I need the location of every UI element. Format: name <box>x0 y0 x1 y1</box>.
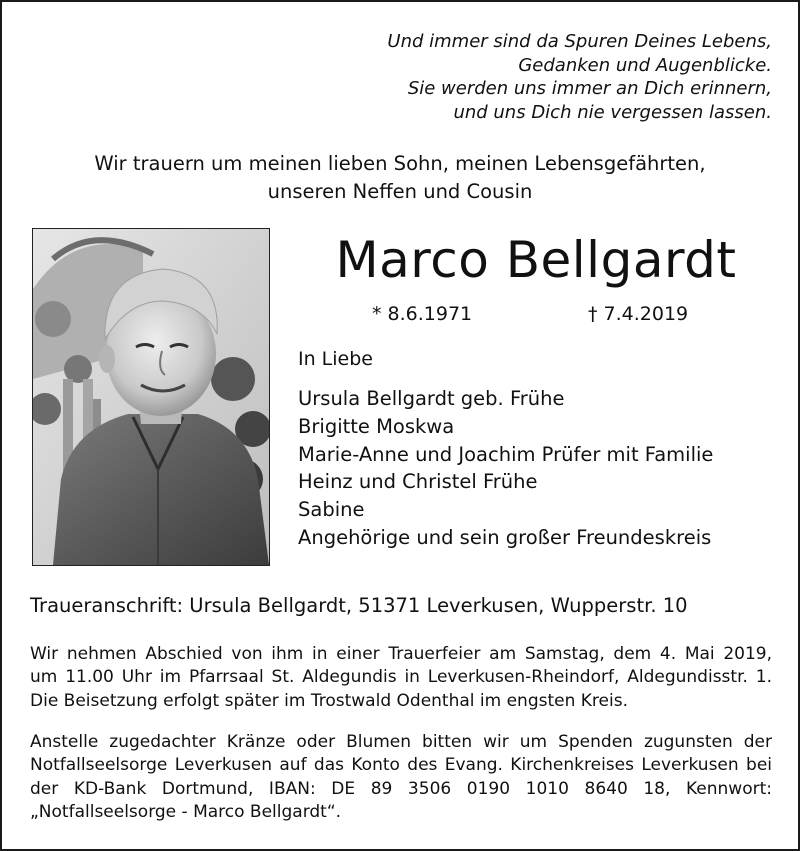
poem-line: Gedanken und Augenblicke. <box>518 54 772 76</box>
deceased-name: Marco Bellgardt <box>335 231 737 289</box>
ceremony-line: Wir nehmen Abschied von ihm in einer Trauerfeier am Samstag, dem 4. Mai 2019, <box>30 644 772 664</box>
donation-line: Notfallseelsorge Leverkusen auf das Konto des Evang. Kirchenkreises Leverkusen bei <box>30 755 772 776</box>
intro-line: Wir trauern um meinen lieben Sohn, meinen Lebensgefährten, <box>94 152 706 175</box>
poem-line: und uns Dich nie vergessen lassen. <box>453 101 772 123</box>
mourner-name: Heinz und Christel Frühe <box>298 470 538 494</box>
mourners-heading: In Liebe <box>298 348 373 370</box>
donation-line: der KD-Bank Dortmund, IBAN: DE 89 3506 0190 1010 8640 18, Kennwort: <box>30 778 772 799</box>
memorial-poem <box>172 30 772 124</box>
mourning-intro <box>60 150 740 206</box>
mourner-name: Ursula Bellgardt geb. Frühe <box>298 387 565 410</box>
portrait-photo <box>32 228 270 566</box>
mourner-name: Sabine <box>298 498 365 522</box>
ceremony-paragraph <box>30 643 772 713</box>
donation-paragraph <box>30 731 772 824</box>
mourner-name: Angehörige und sein großer Freundeskreis <box>298 525 712 549</box>
donation-line: „Notfallseelsorge - Marco Bellgardt“. <box>30 801 342 822</box>
portrait-illustration <box>33 229 269 565</box>
birth-date: * 8.6.1971 <box>372 303 473 325</box>
donation-line: Anstelle zugedachter Kränze oder Blumen bitten wir um Spenden zugunsten der <box>30 732 772 752</box>
ceremony-line: Die Beisetzung erfolgt später im Trostwald Odenthal im engsten Kreis. <box>30 690 628 711</box>
poem-line: Und immer sind da Spuren Deines Lebens, <box>387 31 772 52</box>
intro-line: unseren Neffen und Cousin <box>267 180 533 203</box>
mourner-name: Brigitte Moskwa <box>298 414 455 438</box>
mourner-name: Marie-Anne und Joachim Prüfer mit Familie <box>298 442 714 466</box>
ceremony-line: um 11.00 Uhr im Pfarrsaal St. Aldegundis in Leverkusen-Rheindorf, Aldegundisstr. 1. <box>30 667 772 688</box>
mourning-address: Traueranschrift: Ursula Bellgardt, 51371 Leverkusen, Wupperstr. 10 <box>30 594 688 617</box>
mourners-list <box>298 385 713 552</box>
death-date: † 7.4.2019 <box>588 303 689 325</box>
poem-line: Sie werden uns immer an Dich erinnern, <box>407 78 772 99</box>
